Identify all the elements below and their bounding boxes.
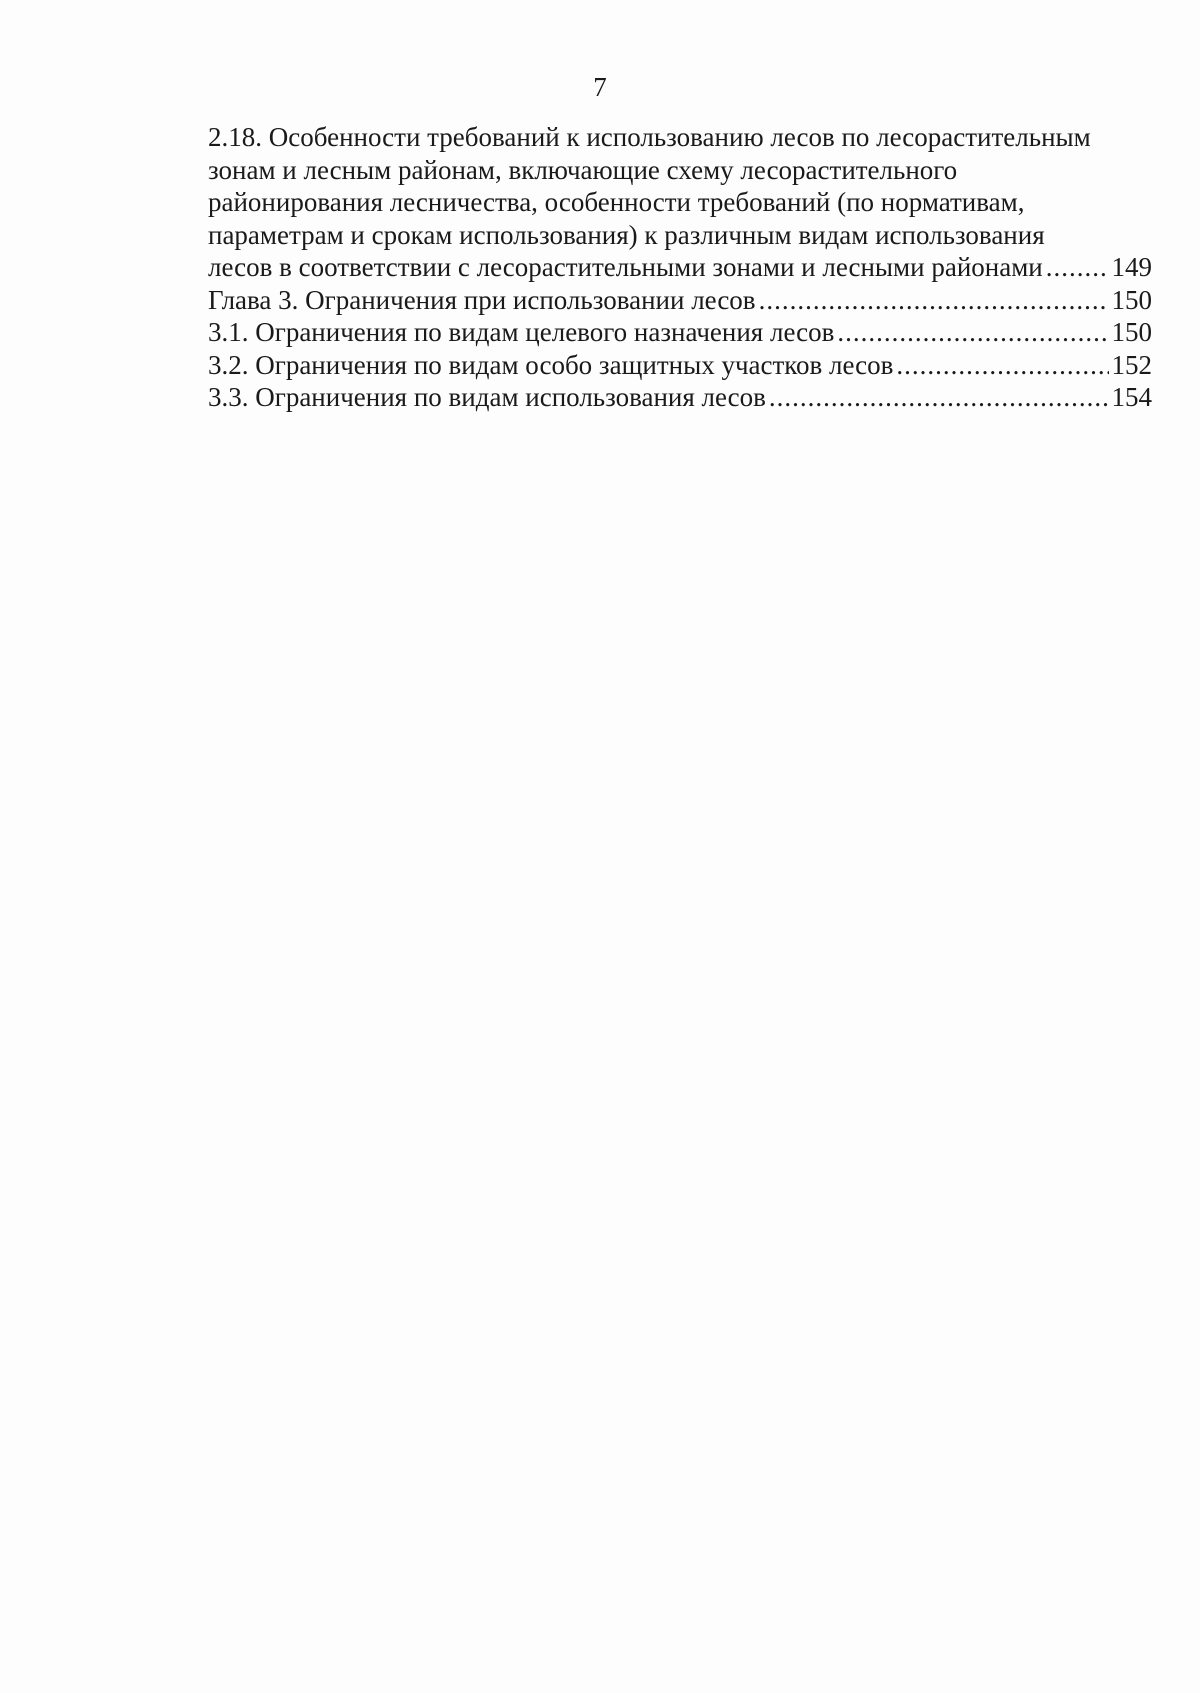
toc-leader-dots	[837, 316, 1108, 349]
toc-entry-text: 3.1. Ограничения по видам целевого назначения лесов	[208, 317, 835, 347]
toc-entry-text: Глава 3. Ограничения при использовании лесов	[208, 284, 756, 315]
toc-leader-dots	[759, 284, 1109, 317]
toc-entry-3-1	[208, 316, 1152, 349]
toc-entry-text: 3.2. Ограничения по видам особо защитных участков лесов	[208, 349, 894, 380]
toc-page-number: 152	[1111, 349, 1152, 380]
toc-leader-dots	[1046, 251, 1109, 284]
table-of-contents	[208, 121, 1152, 414]
toc-entry-2-18-line-2: зонам и лесным районам, включающие схему лесорастительного	[208, 154, 958, 185]
toc-entry-text: 3.3. Ограничения по видам использования лесов	[208, 382, 766, 412]
toc-entry-chapter-3	[208, 284, 1152, 317]
toc-entry-text: лесов в соответствии с лесорастительными зонами и лесными районами	[208, 252, 1043, 282]
toc-page-number: 150	[1111, 317, 1152, 347]
toc-leader-dots	[769, 381, 1109, 414]
toc-entry-2-18-line-4: параметрам и срокам использования) к различным видам использования	[208, 219, 1045, 250]
toc-entry-2-18-line-3: районирования лесничества, особенности требований (по нормативам,	[208, 187, 1025, 217]
toc-entry-3-2	[208, 349, 1152, 382]
toc-page-number: 154	[1111, 382, 1152, 412]
toc-entry-2-18-last-line	[208, 251, 1152, 284]
page-number: 7	[593, 72, 607, 102]
toc-entry-2-18-line-1: 2.18. Особенности требований к использованию лесов по лесорастительным	[208, 122, 1091, 152]
toc-page-number: 149	[1111, 252, 1152, 282]
toc-entry-3-3	[208, 381, 1152, 414]
toc-leader-dots	[896, 349, 1108, 382]
toc-page-number: 150	[1111, 284, 1152, 315]
